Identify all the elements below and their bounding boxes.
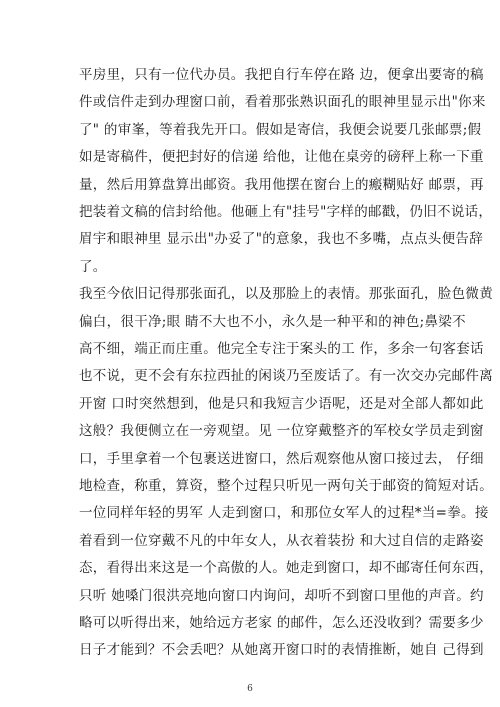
page-number: 6	[247, 684, 253, 694]
text-line: 偏白，很干净;眼 睛不大也不小，永久是一种平和的神色;鼻梁不	[79, 313, 466, 330]
text-line: 地检查，称重，算资，整个过程只听见一两句关于邮资的简短对话。	[79, 478, 493, 494]
text-line: 高不细，端正而庄重。他完全专注于案头的工 作，多余一句客套话	[79, 341, 484, 357]
text-line: 也不说，更不会有东拉西扯的闲谈乃至废话了。有一次交办完邮件离	[79, 368, 493, 385]
text-line: 态，看得出来这是一个高傲的人。她走到窗口，却不邮寄任何东西，	[79, 560, 493, 577]
text-line: 开窗 口时突然想到，他是只和我短言少语呢，还是对全部人都如此	[79, 395, 484, 412]
text-line: 日子才能到？不会丢吧？从她离开窗口时的表情推断，她自 己得到	[79, 642, 484, 659]
text-line: 着看到一位穿戴不凡的中年女人，从衣着装扮 和大过自信的走路姿	[79, 532, 484, 549]
text-line: 了。	[79, 258, 107, 275]
text-line: 这般？我便侧立在一旁观望。见 一位穿戴整齐的军校女学员走到窗	[79, 423, 484, 440]
text-line: 件或信件走到办理窗口前，看着那张熟识面孔的眼神里显示出"你来	[79, 94, 486, 111]
text-line: 如是寄稿件，便把封好的信递 给他，让他在桌旁的磅秤上称一下重	[79, 149, 484, 166]
text-line: 口，手里拿着一个包裹送进窗口，然后观察他从窗口接过去， 仔细	[79, 450, 484, 467]
text-line: 平房里，只有一位代办员。我把自行车停在路 边，便拿出要寄的稿	[79, 67, 484, 83]
text-line: 把装着文稿的信封给他。他砸上有"挂号"字样的邮戳，仍旧不说话，	[79, 204, 493, 220]
text-line: 我至今依旧记得那张面孔，以及那脸上的表情。那张面孔，脸色微黄	[79, 286, 493, 303]
text-line: 量，然后用算盘算出邮资。我用他摆在窗台上的瘢糊贴好 邮票，再	[79, 176, 484, 193]
text-line: 了" 的审峯，等着我先开口。假如是寄信，我便会说要几张邮票;假	[79, 121, 482, 138]
text-line: 眉宇和眼神里 显示出"办妥了"的意象，我也不多嘴，点点头便告辞	[79, 231, 484, 248]
text-line: 略可以听得出来，她给远方老家 的邮件，怎么还没收到？需要多少	[79, 615, 484, 631]
text-line: 一位同样年轻的男军 人走到窗口，和那位女军人的过程*当=拳。接	[79, 505, 489, 522]
text-line: 只听 她嗓门很洪亮地向窗口内询问，却听不到窗口里他的声音。约	[79, 587, 484, 604]
